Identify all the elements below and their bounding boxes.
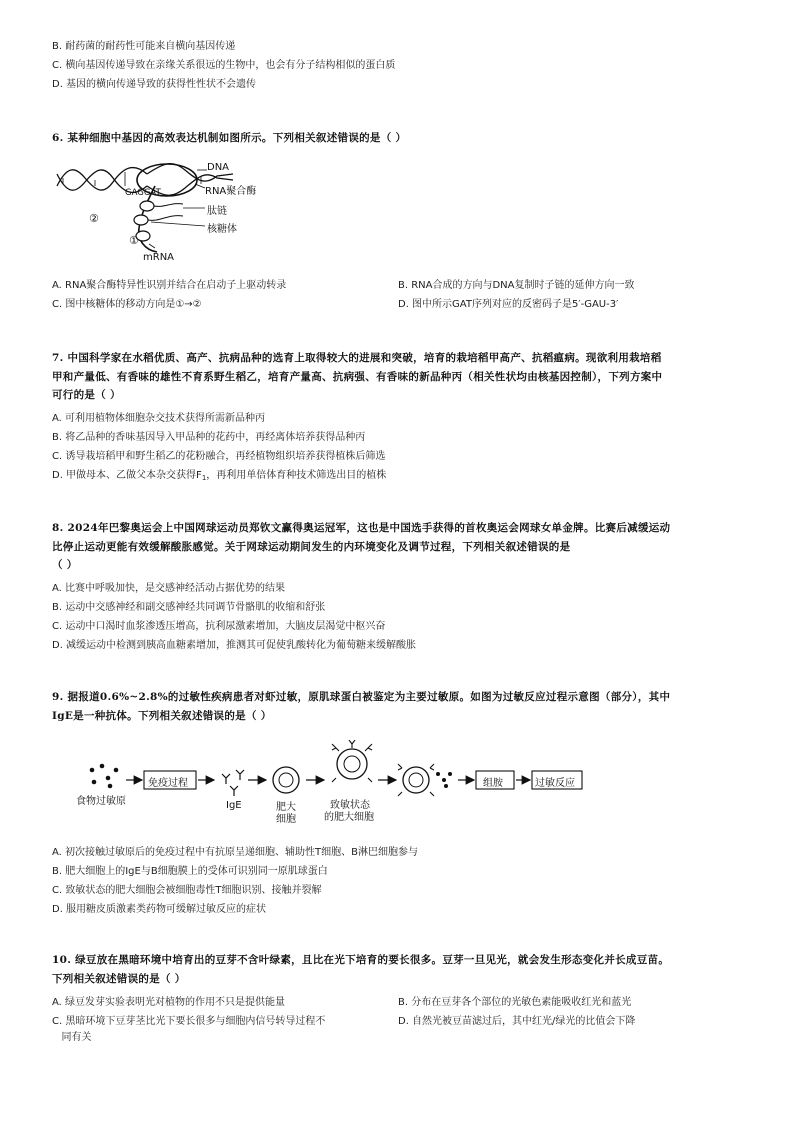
q8-option-b: B. 运动中交感神经和副交感神经共同调节骨骼肌的收缩和舒张 xyxy=(52,602,326,613)
box-histamine: 组胺 xyxy=(483,778,503,789)
q8-stem-line2: 比停止运动更能有效缓解酸胀感觉。关于网球运动期间发生的内环境变化及调节过程，下列相关叙述错误的是 xyxy=(52,541,571,553)
q10-option-c-line1: C. 黑暗环境下豆芽茎比光下要长很多与细胞内信号转导过程不 xyxy=(52,1016,326,1027)
q8-stem-line1: 8. 2024年巴黎奥运会上中国网球运动员郑钦文赢得奥运冠军，这也是中国选手获得的首枚奥运会网球女单金牌。比赛后减缓运动 xyxy=(52,522,671,534)
q10-stem-line1: 10. 绿豆放在黑暗环境中培育出的豆芽不含叶绿素，且比在光下培育的要长很多。豆芽一旦见光，就会发生形态变化并长成豆苗。 xyxy=(52,954,670,966)
q6-stem: 6. 某种细胞中基因的高效表达机制如图所示。下列相关叙述错误的是（ ） xyxy=(52,132,407,144)
q10-stem-line2: 下列相关叙述错误的是（ ） xyxy=(52,973,186,985)
label-gaggat: GAGGAT xyxy=(125,188,161,198)
q10-option-d: D. 自然光被豆苗滤过后，其中红光/绿光的比值会下降 xyxy=(398,1016,636,1027)
q7-option-d-pre: D. 甲做母本、乙做父本杂交获得F xyxy=(52,470,202,481)
q9-option-d: D. 服用糖皮质激素类药物可缓解过敏反应的症状 xyxy=(52,904,267,915)
q9-figure xyxy=(76,740,600,830)
q7-option-d-post: ，再利用单倍体育种技术筛选出目的植株 xyxy=(206,470,387,481)
q8-stem-line3: （ ） xyxy=(52,559,78,571)
q10-option-b: B. 分布在豆芽各个部位的光敏色素能吸收红光和蓝光 xyxy=(398,997,632,1008)
label-mast-cell-line1: 肥大 xyxy=(276,802,296,813)
q7-option-c: C. 诱导栽培稻甲和野生稻乙的花粉融合，再经植物组织培养获得植株后筛选 xyxy=(52,451,386,462)
box-allergic-reaction: 过敏反应 xyxy=(535,778,575,789)
label-dna: DNA xyxy=(207,162,230,173)
q8-option-c: C. 运动中口渴时血浆渗透压增高，抗利尿激素增加，大脑皮层渴觉中枢兴奋 xyxy=(52,621,386,632)
q5-option-d: D. 基因的横向传递导致的获得性性状不会遗传 xyxy=(52,79,257,90)
label-sensitized-line1: 致敏状态 xyxy=(330,800,370,811)
q10-option-c-line2: 同有关 xyxy=(52,1032,92,1043)
label-peptide: 肽链 xyxy=(207,206,227,217)
label-ige: IgE xyxy=(226,800,242,811)
q6-option-c: C. 图中核糖体的移动方向是①→② xyxy=(52,299,202,310)
label-rna-polymerase: RNA聚合酶 xyxy=(205,186,257,197)
label-marker-2: ② xyxy=(89,212,99,225)
label-marker-1: ① xyxy=(129,234,139,247)
q9-stem-line2: IgE是一种抗体。下列相关叙述错误的是（ ） xyxy=(52,710,272,722)
q7-option-a: A. 可利用植物体细胞杂交技术获得所需新品种丙 xyxy=(52,413,266,424)
q8-option-d: D. 减缓运动中检测到胰高血糖素增加，推测其可促使乳酸转化为葡萄糖来缓解酸胀 xyxy=(52,640,417,651)
q6-option-b: B. RNA合成的方向与DNA复制时子链的延伸方向一致 xyxy=(398,280,635,291)
label-sensitized-line2: 的肥大细胞 xyxy=(324,812,374,823)
q6-figure xyxy=(55,156,295,268)
box-immune-process: 免疫过程 xyxy=(148,778,188,789)
q5-option-b: B. 耐药菌的耐药性可能来自横向基因传递 xyxy=(52,41,236,52)
q6-option-a: A. RNA聚合酶特异性识别并结合在启动子上驱动转录 xyxy=(52,280,287,291)
q7-option-d xyxy=(52,469,386,485)
q9-option-b: B. 肥大细胞上的IgE与B细胞膜上的受体可识别同一原肌球蛋白 xyxy=(52,866,328,877)
q8-option-a: A. 比赛中呼吸加快，是交感神经活动占据优势的结果 xyxy=(52,583,286,594)
q5-option-c: C. 横向基因传递导致在亲缘关系很远的生物中，也会有分子结构相似的蛋白质 xyxy=(52,60,396,71)
q10-option-a: A. 绿豆发芽实验表明光对植物的作用不只是提供能量 xyxy=(52,997,286,1008)
label-food-allergen: 食物过敏原 xyxy=(76,796,126,807)
q9-stem-line1: 9. 据报道0.6%~2.8%的过敏性疾病患者对虾过敏，原肌球蛋白被鉴定为主要过敏原。如图为过敏反应过程示意图（部分），其中 xyxy=(52,691,671,703)
q7-option-b: B. 将乙品种的香味基因导入甲品种的花药中，再经离体培养获得品种丙 xyxy=(52,432,366,443)
label-mrna: mRNA xyxy=(143,252,175,263)
label-mast-cell-line2: 细胞 xyxy=(276,814,296,825)
q7-stem-line1: 7. 中国科学家在水稻优质、高产、抗病品种的选育上取得较大的进展和突破，培育的栽培稻甲高产、抗稻瘟病。现欲利用栽培稻 xyxy=(52,352,662,364)
q7-option-d-subscript: 1 xyxy=(201,474,207,482)
q7-stem-line2: 甲和产量低、有香味的雄性不育系野生稻乙，培育产量高、抗病强、有香味的新品种丙（相关性状均由核基因控制），下列方案中 xyxy=(52,371,663,383)
q9-option-a: A. 初次接触过敏原后的免疫过程中有抗原呈递细胞、辅助性T细胞、B淋巴细胞参与 xyxy=(52,847,418,858)
q6-option-d: D. 图中所示GAT序列对应的反密码子是5′-GAU-3′ xyxy=(398,299,619,310)
q9-option-c: C. 致敏状态的肥大细胞会被细胞毒性T细胞识别、接触并裂解 xyxy=(52,885,322,896)
label-ribosome: 核糖体 xyxy=(207,224,237,235)
q7-stem-line3: 可行的是（ ） xyxy=(52,389,121,401)
